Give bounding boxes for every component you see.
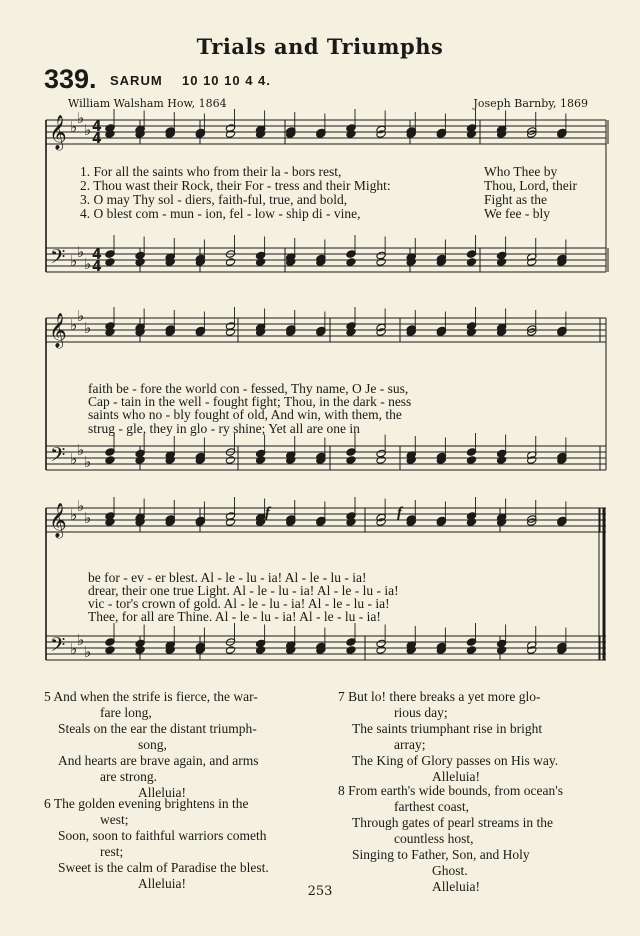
section-title: Trials and Triumphs xyxy=(196,34,444,59)
notehead xyxy=(466,646,476,655)
lyric-line: O blest com - mun - ion, fel - low - ship di - vine, xyxy=(93,206,361,221)
notehead xyxy=(105,456,115,465)
treble-clef-icon: 𝄞 xyxy=(49,313,67,348)
stanza-line: Soon, soon to faithful warriors cometh xyxy=(58,828,267,843)
stanza-line: fare long, xyxy=(100,705,152,720)
flat-icon: ♭ xyxy=(84,255,92,273)
stanza-line: And when the strife is fierce, the war- xyxy=(53,689,258,704)
treble-clef-icon: 𝄞 xyxy=(49,115,67,150)
verse-number: 3. xyxy=(80,192,91,207)
stanza-line: The saints triumphant rise in bright xyxy=(352,721,543,736)
notehead xyxy=(105,646,115,655)
page-number: 253 xyxy=(307,884,333,899)
bass-clef-icon: 𝄢 xyxy=(50,443,66,471)
notehead xyxy=(376,646,386,655)
forte-marking: f xyxy=(265,505,270,521)
stanza-line: rious day; xyxy=(394,705,448,720)
notehead xyxy=(135,456,145,465)
lyric-line: Cap - tain in the well - fought fight; Thou, in the dark - ness xyxy=(88,394,412,409)
notehead xyxy=(496,258,506,267)
stanza-line: are strong. xyxy=(100,769,157,784)
flat-icon: ♭ xyxy=(77,243,85,261)
flat-icon: ♭ xyxy=(77,631,85,649)
tune-name: SARUM xyxy=(110,73,163,88)
time-signature: 4 xyxy=(92,259,102,275)
composer-credit: Joseph Barnby, 1869 xyxy=(473,97,588,110)
flat-icon: ♭ xyxy=(70,252,78,270)
lyric-line: saints who no - bly fought of old, And win, with them, the xyxy=(88,407,402,422)
stanza-line: Alleluia! xyxy=(138,785,186,800)
lyric-line: Thee, for all are Thine. Al - le - lu - ia! Al - le - lu - ia! xyxy=(88,609,381,624)
notehead xyxy=(255,258,265,267)
stanza-8 xyxy=(338,783,563,895)
stanza-number: 5 xyxy=(44,689,51,704)
notehead xyxy=(466,456,476,465)
notehead xyxy=(346,646,356,655)
notehead xyxy=(496,456,506,465)
meter: 10 10 10 4 4. xyxy=(182,73,271,88)
flat-icon: ♭ xyxy=(84,121,92,139)
stanza-line: Alleluia! xyxy=(432,879,480,894)
stanza-line: The King of Glory passes on His way. xyxy=(352,753,559,768)
treble-clef-icon: 𝄞 xyxy=(49,503,67,538)
stanza-line: song, xyxy=(138,737,167,752)
stanza-7 xyxy=(338,689,558,785)
stanza-line: Sweet is the calm of Paradise the blest. xyxy=(58,860,269,875)
time-signature: 4 xyxy=(92,131,102,147)
flat-icon: ♭ xyxy=(84,319,92,337)
stanza-line: Through gates of pearl streams in the xyxy=(352,815,553,830)
time-signature: 4 xyxy=(92,247,102,263)
lyric-line-end: We fee - bly xyxy=(484,206,551,221)
notehead xyxy=(135,646,145,655)
time-signature: 4 xyxy=(92,119,102,135)
stanza-line: Singing to Father, Son, and Holy xyxy=(352,847,530,862)
flat-icon: ♭ xyxy=(70,640,78,658)
flat-icon: ♭ xyxy=(84,453,92,471)
flat-icon: ♭ xyxy=(77,441,85,459)
notehead xyxy=(466,258,476,267)
lyric-line: faith be - fore the world con - fessed, Thy name, O Je - sus, xyxy=(88,381,409,396)
flat-icon: ♭ xyxy=(84,509,92,527)
author-credit: William Walsham How, 1864 xyxy=(68,97,227,110)
notehead xyxy=(496,646,506,655)
stanza-line: rest; xyxy=(100,844,124,859)
flat-icon: ♭ xyxy=(70,506,78,524)
notehead xyxy=(346,258,356,267)
flat-icon: ♭ xyxy=(70,450,78,468)
stanza-line: The golden evening brightens in the xyxy=(53,796,249,811)
lyric-line: be for - ev - er blest. Al - le - lu - ia! Al - le - lu - ia! xyxy=(88,570,367,585)
stanza-number: 8 xyxy=(338,783,345,798)
verse-number: 4. xyxy=(80,206,91,221)
stanza-5 xyxy=(44,689,259,801)
lyric-line: For all the saints who from their la - bors rest, xyxy=(93,164,342,179)
stanza-number: 6 xyxy=(44,796,51,811)
notehead xyxy=(346,456,356,465)
notehead xyxy=(255,456,265,465)
lyric-line: O may Thy sol - diers, faith-ful, true, and bold, xyxy=(93,192,348,207)
lyric-line-end: Thou, Lord, their xyxy=(484,178,577,193)
lyric-line-end: Who Thee by xyxy=(484,164,558,179)
stanza-line: But lo! there breaks a yet more glo- xyxy=(348,689,541,704)
lyric-line: drear, their one true Light. Al - le - lu - ia! Al - le - lu - ia! xyxy=(88,583,399,598)
stanza-line: Steals on the ear the distant triumph- xyxy=(58,721,257,736)
lyric-line-end: Fight as the xyxy=(484,192,547,207)
stanza-line: And hearts are brave again, and arms xyxy=(58,753,259,768)
notehead xyxy=(376,456,386,465)
lyric-line: vic - tor's crown of gold. Al - le - lu - ia! Al - le - lu - ia! xyxy=(88,596,390,611)
notehead xyxy=(105,258,115,267)
stanza-6 xyxy=(44,796,269,892)
flat-icon: ♭ xyxy=(77,497,85,515)
stanza-line: Alleluia! xyxy=(138,876,186,891)
stanza-number: 7 xyxy=(338,689,345,704)
stanza-line: Ghost. xyxy=(432,863,468,878)
stanza-line: farthest coast, xyxy=(394,799,469,814)
notehead xyxy=(376,258,386,267)
bass-clef-icon: 𝄢 xyxy=(50,633,66,661)
stanza-line: west; xyxy=(100,812,129,827)
notehead xyxy=(255,646,265,655)
flat-icon: ♭ xyxy=(77,109,85,127)
verse-number: 2. xyxy=(80,178,91,193)
bass-clef-icon: 𝄢 xyxy=(50,245,66,273)
flat-icon: ♭ xyxy=(77,307,85,325)
forte-marking: f xyxy=(397,505,402,521)
stanza-line: countless host, xyxy=(394,831,474,846)
lyric-line: strug - gle, they in glo - ry shine; Yet all are one in xyxy=(88,421,360,436)
stanza-line: Alleluia! xyxy=(432,769,480,784)
stanza-line: From earth's wide bounds, from ocean's xyxy=(348,783,563,798)
flat-icon: ♭ xyxy=(70,316,78,334)
notehead xyxy=(225,456,235,465)
verse-number: 1. xyxy=(80,164,91,179)
flat-icon: ♭ xyxy=(70,118,78,136)
hymn-number: 339. xyxy=(44,64,97,94)
lyric-line: Thou wast their Rock, their For - tress and their Might: xyxy=(93,178,391,193)
stanza-line: array; xyxy=(394,737,426,752)
notehead xyxy=(225,258,235,267)
notehead xyxy=(225,646,235,655)
flat-icon: ♭ xyxy=(84,643,92,661)
notehead xyxy=(135,258,145,267)
